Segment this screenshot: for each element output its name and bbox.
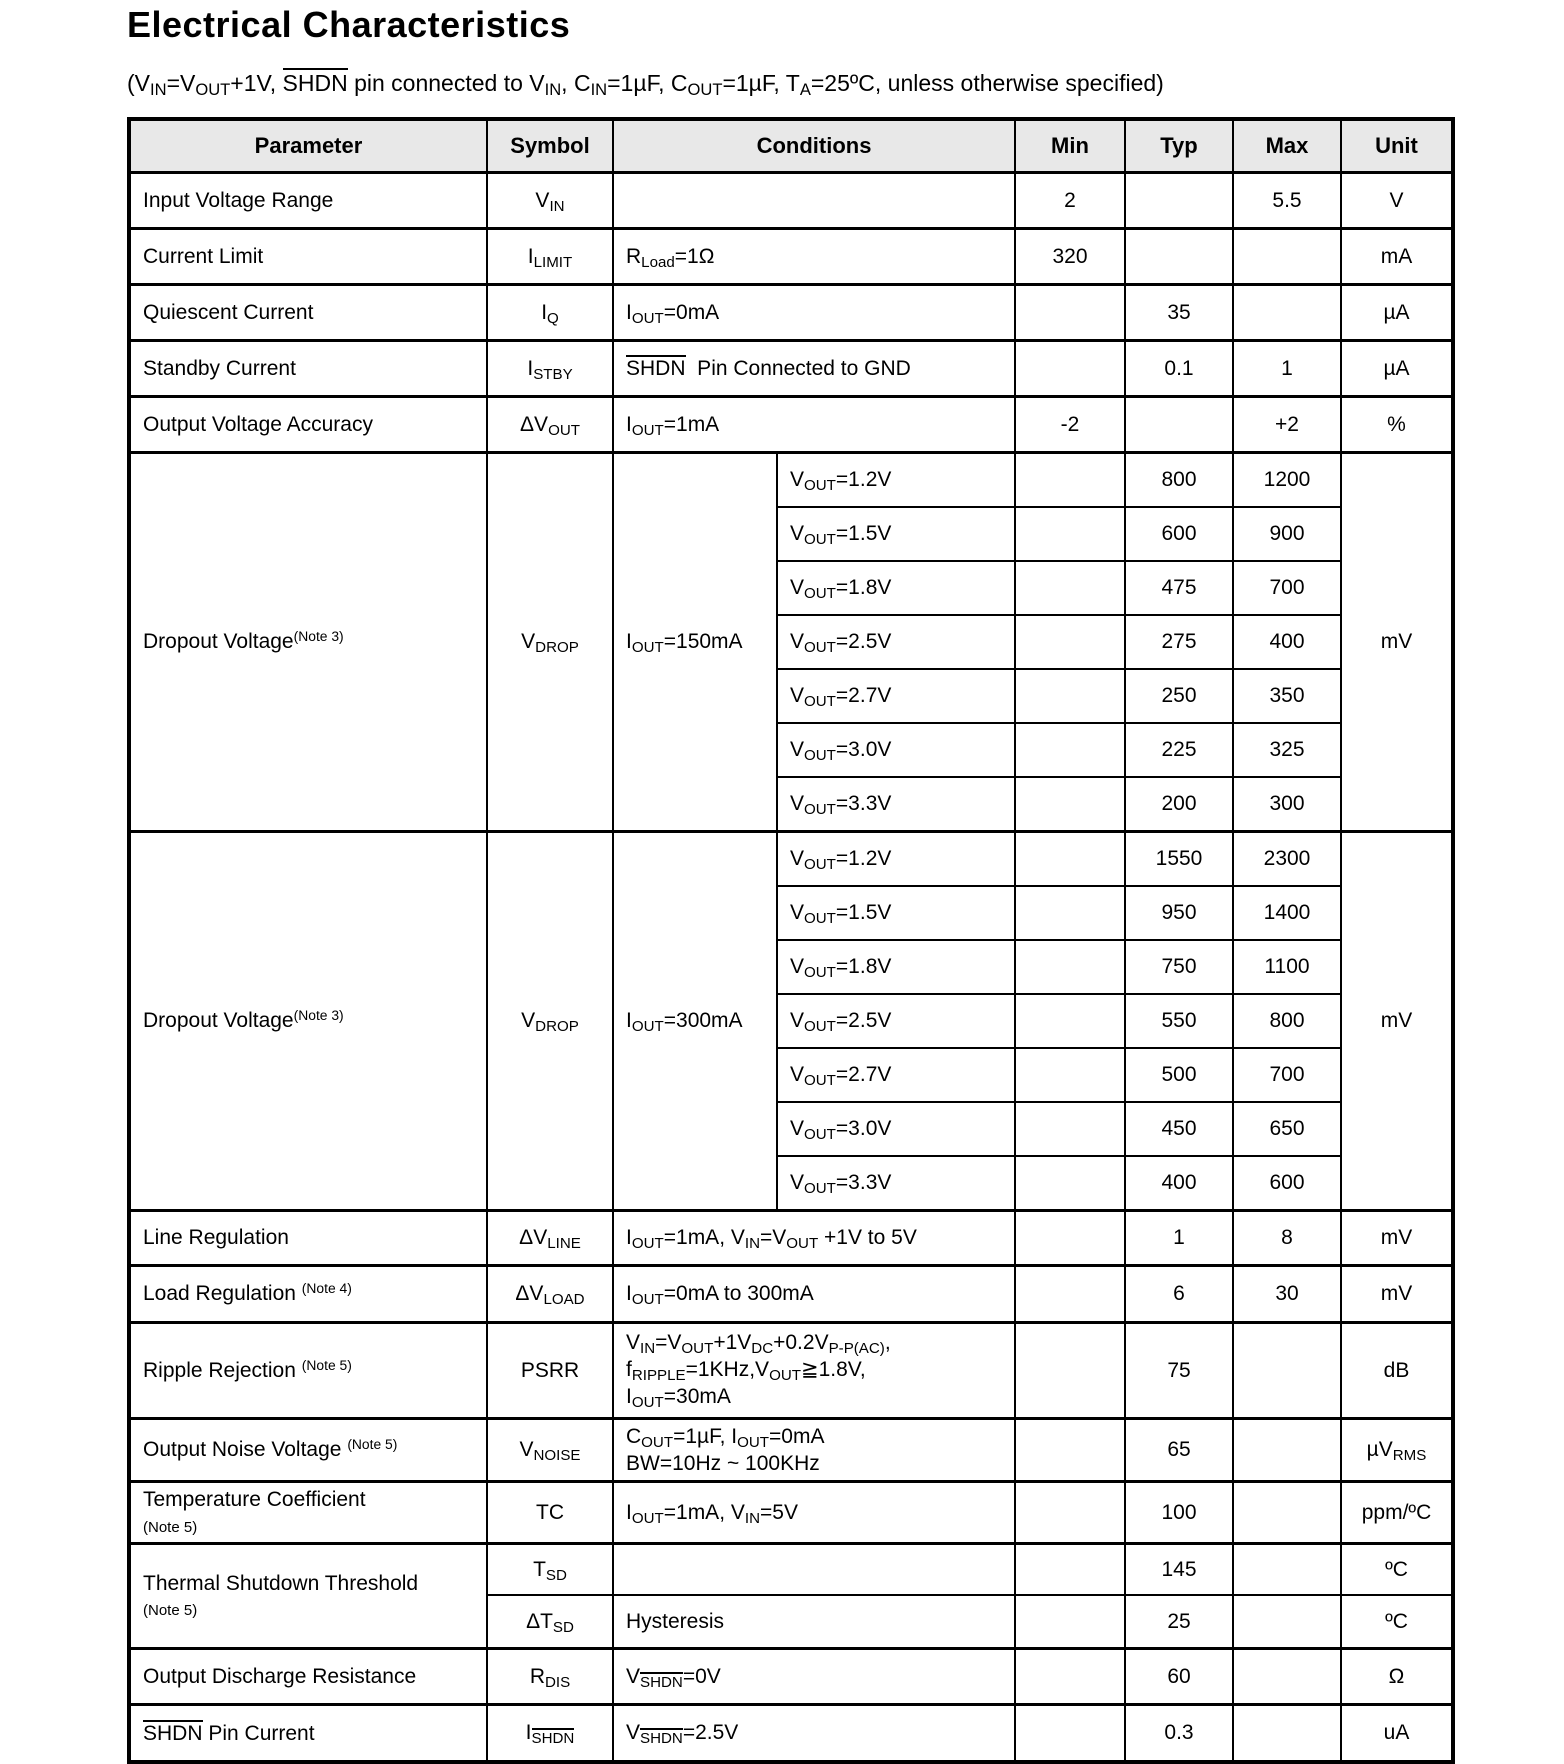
table-row [129,1266,1453,1323]
col-header-typ: Typ [1125,119,1233,173]
subcondition-cell: $V_{OUT}=1.5V$ [777,886,1015,940]
parameter-cell: Output Noise Voltage $^{(Note 5)}$ [129,1419,487,1482]
col-header-conditions: Conditions [613,119,1015,173]
symbol-cell: $\Delta V_{LINE}$ [487,1211,613,1266]
min-cell [1015,1482,1125,1544]
min-cell [1015,669,1125,723]
max-cell [1233,1482,1341,1544]
symbol-cell: $T_{SD}$ [487,1544,613,1596]
subcondition-cell: $V_{OUT}=1.2V$ [777,453,1015,508]
min-cell [1015,1048,1125,1102]
min-cell [1015,285,1125,341]
col-header-unit: Unit [1341,119,1453,173]
parameter-cell: Thermal Shutdown Threshold (Note 5) [129,1544,487,1649]
typ-cell: 75 [1125,1323,1233,1419]
subcondition-cell: $V_{OUT}=2.5V$ [777,615,1015,669]
max-cell: 1400 [1233,886,1341,940]
conditions-cell: SHDN Pin Connected to GND [613,341,1015,397]
table-row [129,285,1453,341]
max-cell: 700 [1233,561,1341,615]
table-header-row [129,119,1453,173]
symbol-cell: $I_{SHDN}$ [487,1705,613,1763]
max-cell [1233,285,1341,341]
table-row [129,1544,1453,1596]
unit-cell: µV$_{RMS}$ [1341,1419,1453,1482]
typ-cell: 145 [1125,1544,1233,1596]
min-cell [1015,994,1125,1048]
typ-cell: 750 [1125,940,1233,994]
max-cell: 700 [1233,1048,1341,1102]
min-cell [1015,1595,1125,1649]
subcondition-cell: $V_{OUT}=1.5V$ [777,507,1015,561]
min-cell [1015,453,1125,508]
subcondition-cell: $V_{OUT}=3.0V$ [777,723,1015,777]
electrical-characteristics-table [127,117,1455,1764]
conditions-cell: $C_{OUT}=1\mu F$, $I_{OUT}=0mA$ BW=10Hz ~ 100KHz [613,1419,1015,1482]
symbol-cell: $\Delta V_{OUT}$ [487,397,613,453]
table-row [129,1482,1453,1544]
max-cell: 900 [1233,507,1341,561]
min-cell [1015,615,1125,669]
typ-cell: 250 [1125,669,1233,723]
unit-cell: mV [1341,832,1453,1211]
typ-cell: 475 [1125,561,1233,615]
min-cell [1015,1705,1125,1763]
typ-cell: 600 [1125,507,1233,561]
conditions-cell: $I_{OUT}=1mA$, $V_{IN}=5V$ [613,1482,1015,1544]
parameter-cell: SHDN Pin Current [129,1705,487,1763]
min-cell [1015,1649,1125,1705]
typ-cell: 25 [1125,1595,1233,1649]
table-row [129,397,1453,453]
typ-cell: 950 [1125,886,1233,940]
table-row [129,1705,1453,1763]
table-row [129,1419,1453,1482]
unit-cell: µA [1341,341,1453,397]
min-cell: 320 [1015,229,1125,285]
symbol-cell: $\Delta T_{SD}$ [487,1595,613,1649]
typ-cell [1125,397,1233,453]
table-row [129,1649,1453,1705]
typ-cell: 200 [1125,777,1233,832]
typ-cell: 550 [1125,994,1233,1048]
col-header-min: Min [1015,119,1125,173]
typ-cell: 225 [1125,723,1233,777]
unit-cell: dB [1341,1323,1453,1419]
min-cell [1015,1156,1125,1211]
table-row [129,1211,1453,1266]
min-cell [1015,1211,1125,1266]
max-cell: 1100 [1233,940,1341,994]
typ-cell: 275 [1125,615,1233,669]
typ-cell: 65 [1125,1419,1233,1482]
max-cell [1233,1705,1341,1763]
min-cell [1015,1419,1125,1482]
max-cell: 30 [1233,1266,1341,1323]
typ-cell: 1550 [1125,832,1233,887]
max-cell [1233,1595,1341,1649]
max-cell [1233,1419,1341,1482]
conditions-cell: $I_{OUT}=300mA$ [613,832,777,1211]
conditions-cell: Hysteresis [613,1595,1015,1649]
typ-cell: 0.1 [1125,341,1233,397]
conditions-cell [613,173,1015,229]
subcondition-cell: $V_{OUT}=3.3V$ [777,777,1015,832]
min-cell [1015,832,1125,887]
conditions-cell: $I_{OUT}=0mA$ to 300mA [613,1266,1015,1323]
subcondition-cell: $V_{OUT}=3.0V$ [777,1102,1015,1156]
parameter-cell: Dropout Voltage$^{(Note 3)}$ [129,453,487,832]
typ-cell: 6 [1125,1266,1233,1323]
parameter-cell: Load Regulation $^{(Note 4)}$ [129,1266,487,1323]
typ-cell: 35 [1125,285,1233,341]
min-cell [1015,1323,1125,1419]
unit-cell: uA [1341,1705,1453,1763]
unit-cell: ºC [1341,1544,1453,1596]
typ-cell: 800 [1125,453,1233,508]
symbol-cell: $I_{STBY}$ [487,341,613,397]
max-cell: 5.5 [1233,173,1341,229]
subcondition-cell: $V_{OUT}=3.3V$ [777,1156,1015,1211]
max-cell: 800 [1233,994,1341,1048]
unit-cell: mV [1341,453,1453,832]
typ-cell: 500 [1125,1048,1233,1102]
parameter-cell: Ripple Rejection $^{(Note 5)}$ [129,1323,487,1419]
table-row [129,832,1453,887]
parameter-cell: Standby Current [129,341,487,397]
parameter-cell: Output Voltage Accuracy [129,397,487,453]
typ-cell: 60 [1125,1649,1233,1705]
typ-cell: 100 [1125,1482,1233,1544]
table-row [129,173,1453,229]
col-header-symbol: Symbol [487,119,613,173]
symbol-cell: $\Delta V_{LOAD}$ [487,1266,613,1323]
subcondition-cell: $V_{OUT}=1.8V$ [777,940,1015,994]
symbol-cell: $I_{LIMIT}$ [487,229,613,285]
max-cell: 2300 [1233,832,1341,887]
symbol-cell: $R_{DIS}$ [487,1649,613,1705]
parameter-cell: Dropout Voltage$^{(Note 3)}$ [129,832,487,1211]
subcondition-cell: $V_{OUT}=2.7V$ [777,1048,1015,1102]
table-row [129,453,1453,508]
conditions-cell: $I_{OUT}=1mA$, $V_{IN}=V_{OUT} +1V$ to 5V [613,1211,1015,1266]
typ-cell [1125,173,1233,229]
table-row [129,229,1453,285]
min-cell: -2 [1015,397,1125,453]
min-cell [1015,507,1125,561]
parameter-cell: Input Voltage Range [129,173,487,229]
conditions-cell [613,1544,1015,1596]
symbol-cell: $V_{NOISE}$ [487,1419,613,1482]
parameter-cell: Line Regulation [129,1211,487,1266]
max-cell: 325 [1233,723,1341,777]
page-title: Electrical Characteristics [127,4,571,45]
min-cell [1015,341,1125,397]
max-cell: 300 [1233,777,1341,832]
conditions-cell: $I_{OUT}=0mA$ [613,285,1015,341]
conditions-cell: $I_{OUT}=1mA$ [613,397,1015,453]
max-cell [1233,1649,1341,1705]
symbol-cell: $V_{DROP}$ [487,453,613,832]
col-header-max: Max [1233,119,1341,173]
typ-cell: 450 [1125,1102,1233,1156]
table-row [129,341,1453,397]
min-cell: 2 [1015,173,1125,229]
unit-cell: V [1341,173,1453,229]
unit-cell: ºC [1341,1595,1453,1649]
typ-cell: 400 [1125,1156,1233,1211]
symbol-cell: $I_Q$ [487,285,613,341]
min-cell [1015,1544,1125,1596]
subcondition-cell: $V_{OUT}=1.8V$ [777,561,1015,615]
max-cell [1233,229,1341,285]
min-cell [1015,723,1125,777]
parameter-cell: Temperature Coefficient (Note 5) [129,1482,487,1544]
unit-cell: mA [1341,229,1453,285]
conditions-note: ($V_{IN}=V_{OUT}+1V$, SHDN pin connected to $V_{IN}$, $C_{IN}=1\mu F$, $C_{OUT}=1\mu F$, $T_A=25ºC$, unless otherwise specified) [127,70,1164,100]
max-cell: 1200 [1233,453,1341,508]
subcondition-cell: $V_{OUT}=2.7V$ [777,669,1015,723]
unit-cell: Ω [1341,1649,1453,1705]
min-cell [1015,940,1125,994]
unit-cell: mV [1341,1211,1453,1266]
min-cell [1015,561,1125,615]
max-cell [1233,1323,1341,1419]
unit-cell: % [1341,397,1453,453]
max-cell: 650 [1233,1102,1341,1156]
parameter-cell: Current Limit [129,229,487,285]
max-cell: 8 [1233,1211,1341,1266]
parameter-cell: Output Discharge Resistance [129,1649,487,1705]
typ-cell: 1 [1125,1211,1233,1266]
parameter-cell: Quiescent Current [129,285,487,341]
min-cell [1015,886,1125,940]
min-cell [1015,777,1125,832]
max-cell: 350 [1233,669,1341,723]
unit-cell: µA [1341,285,1453,341]
min-cell [1015,1102,1125,1156]
table-row [129,1323,1453,1419]
symbol-cell: PSRR [487,1323,613,1419]
col-header-parameter: Parameter [129,119,487,173]
unit-cell: mV [1341,1266,1453,1323]
max-cell: 1 [1233,341,1341,397]
subcondition-cell: $V_{OUT}=1.2V$ [777,832,1015,887]
symbol-cell: TC [487,1482,613,1544]
max-cell: +2 [1233,397,1341,453]
conditions-cell: $R_{Load}=1\Omega$ [613,229,1015,285]
conditions-cell: $I_{OUT}=150mA$ [613,453,777,832]
symbol-cell: $V_{IN}$ [487,173,613,229]
min-cell [1015,1266,1125,1323]
typ-cell: 0.3 [1125,1705,1233,1763]
symbol-cell: $V_{DROP}$ [487,832,613,1211]
max-cell [1233,1544,1341,1596]
conditions-cell: $V_{IN}=V_{OUT}+1V_{DC}+0.2V_{P-P(AC)}$, $f_{RIPPLE}=1KHz,V_{OUT}≧1.8V$, $I_{OUT}=30mA$ [613,1323,1015,1419]
conditions-cell: $V_{SHDN}=0V$ [613,1649,1015,1705]
typ-cell [1125,229,1233,285]
conditions-cell: $V_{SHDN}=2.5V$ [613,1705,1015,1763]
max-cell: 400 [1233,615,1341,669]
unit-cell: ppm/ºC [1341,1482,1453,1544]
subcondition-cell: $V_{OUT}=2.5V$ [777,994,1015,1048]
max-cell: 600 [1233,1156,1341,1211]
